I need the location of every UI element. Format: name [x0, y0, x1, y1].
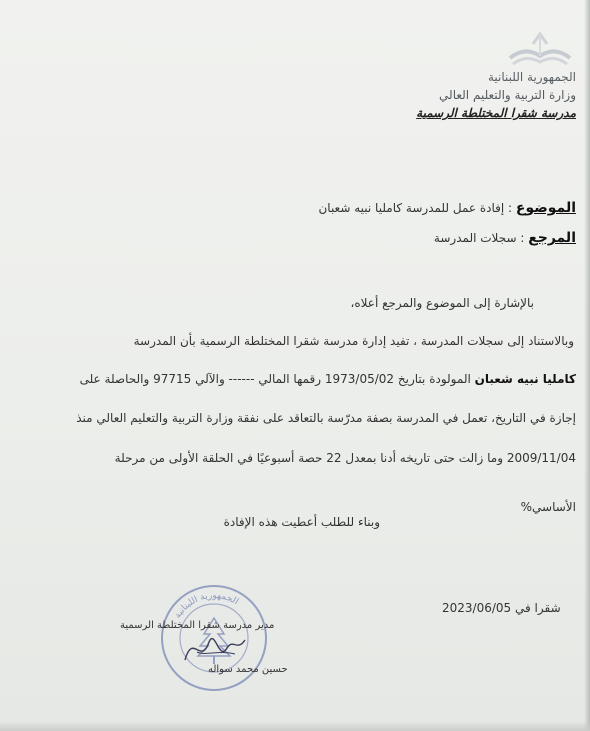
- header-school: مدرسة شقرا المختلطة الرسمية: [416, 106, 576, 120]
- open-book-logo: [505, 28, 575, 72]
- page-bottom-shadow: [0, 721, 590, 731]
- subject-label: الموضوع: [515, 200, 576, 216]
- body-line-5: 2009/11/04 وما زالت حتى تاريخه أدنا بمعدل 22 حصة أسبوعيًا في الحلقة الأولى من مرحلة: [114, 451, 576, 465]
- stamp-ring-text: الجمهورية اللبنانية: [172, 590, 240, 621]
- header-ministry: وزارة التربية والتعليم العالي: [439, 88, 576, 102]
- place-date: شقرا في 2023/06/05: [442, 601, 561, 615]
- signature-title: مدير مدرسة شقرا المختلطة الرسمية: [120, 620, 275, 631]
- header-republic: الجمهورية اللبنانية: [487, 70, 576, 84]
- body-line-3-rest: المولودة بتاريخ 1973/05/02 رقمها المالي ------ والآلي 97715 والحاصلة على: [79, 372, 475, 386]
- closing-line: وبناء للطلب أعطيت هذه الإفادة: [223, 515, 380, 529]
- body-line-4: إجازة في التاريخ، تعمل في المدرسة بصفة مدرّسة بالتعاقد على نفقة وزارة التربية والتعليم العالي منذ: [76, 411, 576, 425]
- body-line-1: بالإشارة إلى الموضوع والمرجع أعلاه،: [350, 296, 534, 310]
- body-line-6: الأساسي%: [520, 500, 576, 514]
- signature-name: حسين محمد سواله: [208, 664, 288, 675]
- subject-line: [318, 200, 576, 216]
- subject-text: : إفادة عمل للمدرسة كامليا نبيه شعبان: [318, 201, 516, 215]
- reference-line: [434, 230, 576, 246]
- body-line-3: [80, 372, 576, 386]
- reference-text: : سجلات المدرسة: [433, 231, 529, 245]
- body-line-2: وبالاستناد إلى سجلات المدرسة ، تفيد إدارة مدرسة شقرا المختلطة الرسمية بأن المدرسة: [133, 334, 574, 348]
- page-edge-shadow: [584, 0, 590, 731]
- teacher-name: كامليا نبيه شعبان: [474, 372, 576, 386]
- reference-label: المرجع: [528, 230, 576, 246]
